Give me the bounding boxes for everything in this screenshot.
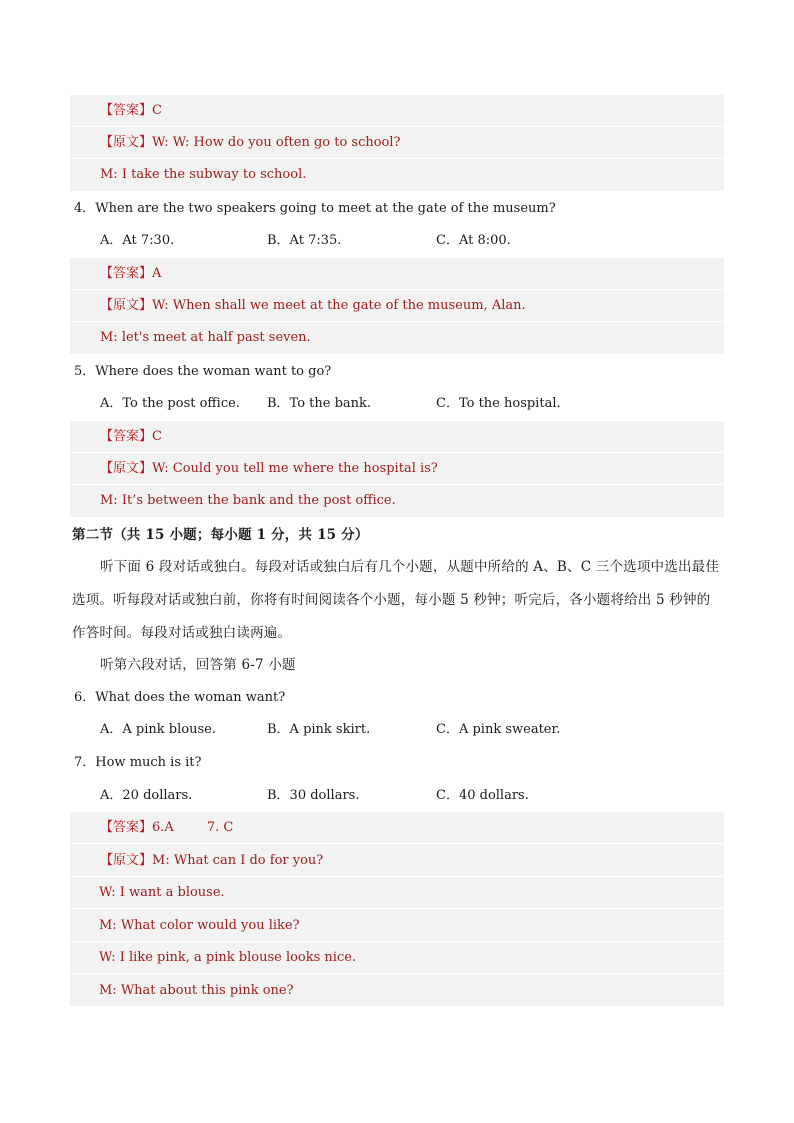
script-text: M: What color would you like?: [99, 918, 300, 933]
option-b: B．To the bank.: [267, 396, 372, 411]
script-line: [70, 485, 754, 517]
script-line: [70, 127, 724, 159]
option-a: A．A pink blouse.: [100, 722, 216, 737]
answer-line: [70, 258, 724, 290]
script-text: M: What can I do for you?: [152, 853, 324, 868]
answer-value: C: [152, 429, 162, 444]
instruction-line: 选项。听每段对话或独白前，你将有时间阅读各个小题，每小题 5 秒钟；听完后，各小题将给出 5 秒钟的: [72, 592, 711, 608]
options-7: [100, 780, 720, 812]
script-text: M: let's meet at half past seven.: [100, 330, 311, 345]
script-line: [70, 322, 754, 354]
option-c: C．40 dollars.: [436, 788, 529, 803]
script-line: [70, 845, 724, 877]
script-tag: 【原文】: [100, 853, 153, 868]
question-text: 6．What does the woman want?: [74, 690, 286, 705]
options-4: [100, 225, 720, 257]
script-line: [70, 910, 724, 942]
script-text: W: Could you tell me where the hospital is?: [152, 461, 438, 476]
answer-tag: 【答案】: [100, 103, 153, 118]
script-text: W: When shall we meet at the gate of the museum, Alan.: [152, 298, 526, 313]
question-5: [74, 356, 728, 388]
question-4: [74, 193, 728, 225]
option-a: A．To the post office.: [100, 396, 240, 411]
script-text: W: W: How do you often go to school?: [152, 135, 401, 150]
option-c: C．A pink sweater.: [436, 722, 561, 737]
question-text: 5．Where does the woman want to go?: [74, 364, 332, 379]
script-line: [70, 975, 753, 1007]
instruction-line: 听下面 6 段对话或独白。每段对话或独白后有几个小题，从题中所给的 A、B、C 三个选项中选出最佳: [100, 559, 720, 575]
answer-tag: 【答案】: [100, 266, 153, 281]
answer-value: A: [152, 266, 162, 281]
option-b: B．At 7:35.: [267, 233, 342, 248]
script-line: [70, 877, 724, 909]
option-c: C．At 8:00.: [436, 233, 511, 248]
script-line: [70, 159, 754, 191]
script-line: [70, 290, 724, 322]
options-5: [100, 388, 720, 420]
answer-tag: 【答案】: [100, 429, 153, 444]
instruction-line: 作答时间。每段对话或独白读两遍。: [72, 625, 292, 641]
script-text: W: I like pink, a pink blouse looks nice.: [99, 950, 357, 965]
question-text: 7．How much is it?: [74, 755, 202, 770]
script-text: M: What about this pink one?: [99, 983, 294, 998]
script-tag: 【原文】: [100, 298, 153, 313]
option-b: B．A pink skirt.: [267, 722, 371, 737]
answer-value: C: [152, 103, 162, 118]
script-tag: 【原文】: [100, 135, 153, 150]
script-text: M: I take the subway to school.: [100, 167, 307, 182]
answer-line: [70, 421, 724, 453]
answer-line: [70, 812, 724, 844]
answer-line: [70, 95, 724, 127]
script-line: [70, 942, 724, 974]
question-text: 4．When are the two speakers going to meet at the gate of the museum?: [74, 201, 556, 216]
script-text: M: It’s between the bank and the post office.: [100, 493, 396, 508]
question-7: [74, 747, 728, 779]
sub-instruction: 听第六段对话，回答第 6-7 小题: [100, 657, 296, 673]
option-a: A．At 7:30.: [100, 233, 175, 248]
option-c: C．To the hospital.: [436, 396, 561, 411]
question-6: [74, 682, 728, 714]
answer-tag: 【答案】: [100, 820, 153, 835]
script-line: [70, 453, 724, 485]
script-text: W: I want a blouse.: [99, 885, 225, 900]
section-heading: 第二节（共 15 小题；每小题 1 分，共 15 分）: [72, 527, 369, 543]
option-b: B．30 dollars.: [267, 788, 360, 803]
options-6: [100, 714, 720, 746]
script-tag: 【原文】: [100, 461, 153, 476]
answer-value: 6.A 7. C: [152, 820, 234, 835]
option-a: A．20 dollars.: [100, 788, 193, 803]
